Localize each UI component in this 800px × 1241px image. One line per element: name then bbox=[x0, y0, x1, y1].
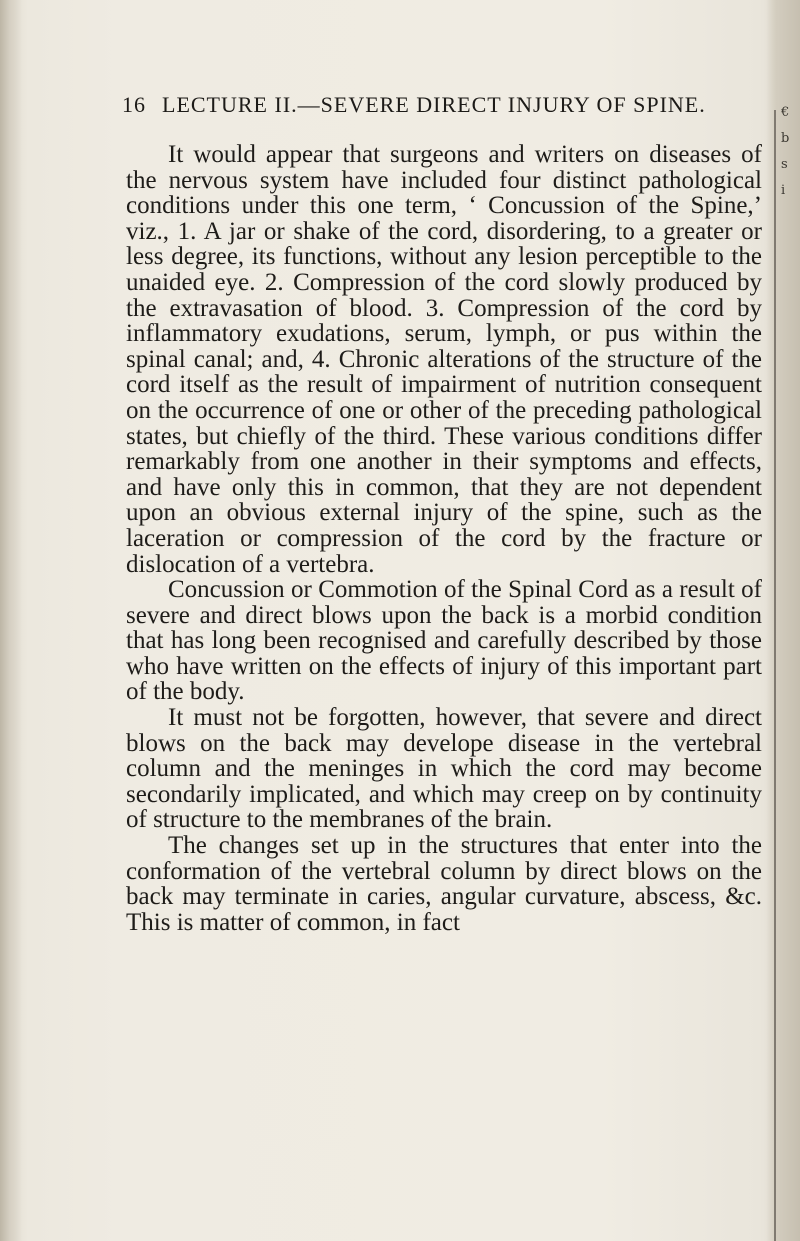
running-header bbox=[122, 92, 722, 118]
paragraph-changes: The changes set up in the structures that enter into the conformation of the vertebral column by direct blows on the back may terminate in caries, angular curvature, abscess, &c. This is matter of common, in fact bbox=[126, 832, 762, 936]
margin-glyph: € bbox=[781, 105, 790, 120]
margin-glyph: i bbox=[781, 183, 786, 198]
running-title: LECTURE II.—SEVERE DIRECT INJURY OF SPINE. bbox=[162, 92, 706, 117]
page-number: 16 bbox=[122, 92, 146, 117]
paragraph-direct-blows: It must not be forgotten, however, that severe and direct blows on the back may develope disease in the vertebral column and the meninges in which the cord may become secondarily implicated, and which may creep on by continuity of structure to the membranes of the brain. bbox=[126, 704, 762, 834]
page-binding-shadow bbox=[0, 0, 22, 1241]
page-edge-line bbox=[774, 110, 776, 1241]
paragraph-concussion-definition: It would appear that surgeons and writers on diseases of the nervous system have included four distinct pathological conditions under this one term, ‘ Concussion of the Spine,’ viz., 1. A jar or shake of the cord, disordering, to a greater or less degree, its functions, without any lesion perceptible to the unaided eye. 2. Compression of the cord slowly produced by the extravasation of blood. 3. Compression of the cord by inflammatory exudations, serum, lymph, or pus within the spinal canal; and, 4. Chronic alterations of the structure of the cord itself as the result of impairment of nutrition consequent on the occurrence of one or other of the preceding pathological states, but chiefly of the third. These various conditions differ remarkably from one another in their symptoms and effects, and have only this in common, that they are not dependent upon an obvious external injury of the spine, such as the laceration or compression of the cord by the fracture or dislocation of a vertebra. bbox=[126, 141, 762, 578]
margin-glyph: s bbox=[781, 157, 788, 172]
margin-glyph: b bbox=[781, 131, 790, 146]
body-text bbox=[126, 142, 762, 935]
facing-page-edge bbox=[766, 0, 800, 1241]
paragraph-commotion: Concussion or Commotion of the Spinal Cord as a result of severe and direct blows upon the back is a morbid condition that has long been recognised and carefully described by those who have written on the effects of injury of this important part of the body. bbox=[126, 576, 762, 706]
facing-page-glyphs bbox=[781, 100, 799, 204]
